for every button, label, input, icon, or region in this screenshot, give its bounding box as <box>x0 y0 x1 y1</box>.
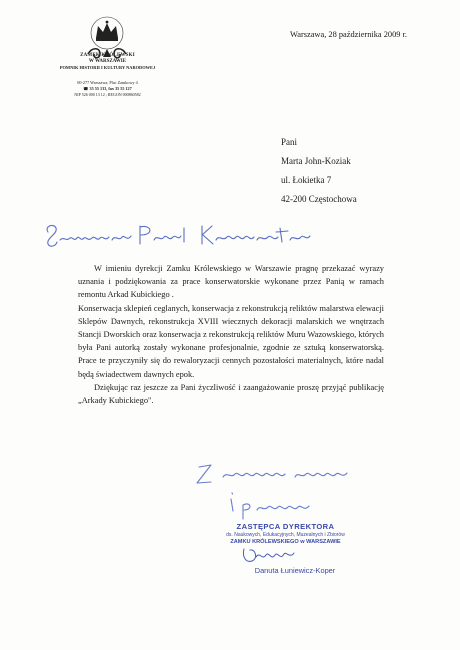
handwritten-closing <box>185 455 370 530</box>
letterhead-phone: ☎ 35 55 133, fax 35 55 127 <box>83 86 132 91</box>
handwritten-signature <box>238 545 298 567</box>
signer-name: Danuta Łuniewicz-Koper <box>254 566 336 575</box>
recipient-address <box>281 133 357 209</box>
recipient-city: 42-200 Częstochowa <box>281 194 357 204</box>
stamp-institution: ZAMKU KRÓLEWSKIEGO w WARSZAWIE <box>230 538 341 545</box>
body-paragraph-1: W imieniu dyrekcji Zamku Królewskiego w Warszawie pragnę przekazać wyrazy uznania i podziękowania za prace konserwatorskie wykonane przez Panią w ramach remontu Arkad Kubickiego . <box>78 264 384 300</box>
letterhead-name: ZAMEK KRÓLEWSKI <box>80 53 135 58</box>
letterhead-address: 00-277 Warszawa, Plac Zamkowy 4 <box>77 80 138 85</box>
recipient-name: Marta John-Koziak <box>281 156 351 166</box>
date-line: Warszawa, 28 października 2009 r. <box>290 30 407 39</box>
official-stamp <box>198 522 373 546</box>
letterhead-city: W WARSZAWIE <box>88 59 127 64</box>
handwritten-salutation <box>42 218 312 254</box>
stamp-department: ds. Naukowych, Edukacyjnych, Muzealnych i Zbiorów <box>226 532 345 538</box>
stamp-title: ZASTĘPCA DYREKTORA <box>236 522 335 531</box>
recipient-street: ul. Łokietka 7 <box>281 175 332 185</box>
letterhead-subtitle: POMNIK HISTORII I KULTURY NARODOWEJ <box>59 65 156 70</box>
body-paragraph-3: Dziękując raz jeszcze za Pani życzliwość i zaangażowanie proszę przyjąć publikację „Arkady Kubickiego". <box>78 382 384 406</box>
letterhead-tax-ids: NIP 526 000 13 12 ; REGON 000860582 <box>74 92 141 97</box>
letter-body <box>78 262 384 407</box>
body-paragraph-2: Konserwacja sklepień ceglanych, konserwacja z rekonstrukcją reliktów malarstwa elewacji Sklepów Dawnych, rekonstrukcja XVIII wiecznych dekoracji malarskich we wnętrzach Stancji Dworskich oraz konserwacja z rekonstrukcją reliktów Muru Wazowskiego, których była Pani autorką zostały wykonane profesjonalnie, zgodnie ze sztuką konserwatorską. Prace te przyczyniły się do rewaloryzacji cennych pozostałości materialnych, które nadal będą świadectwem dawnych epok. <box>78 303 384 379</box>
recipient-title: Pani <box>281 137 298 147</box>
